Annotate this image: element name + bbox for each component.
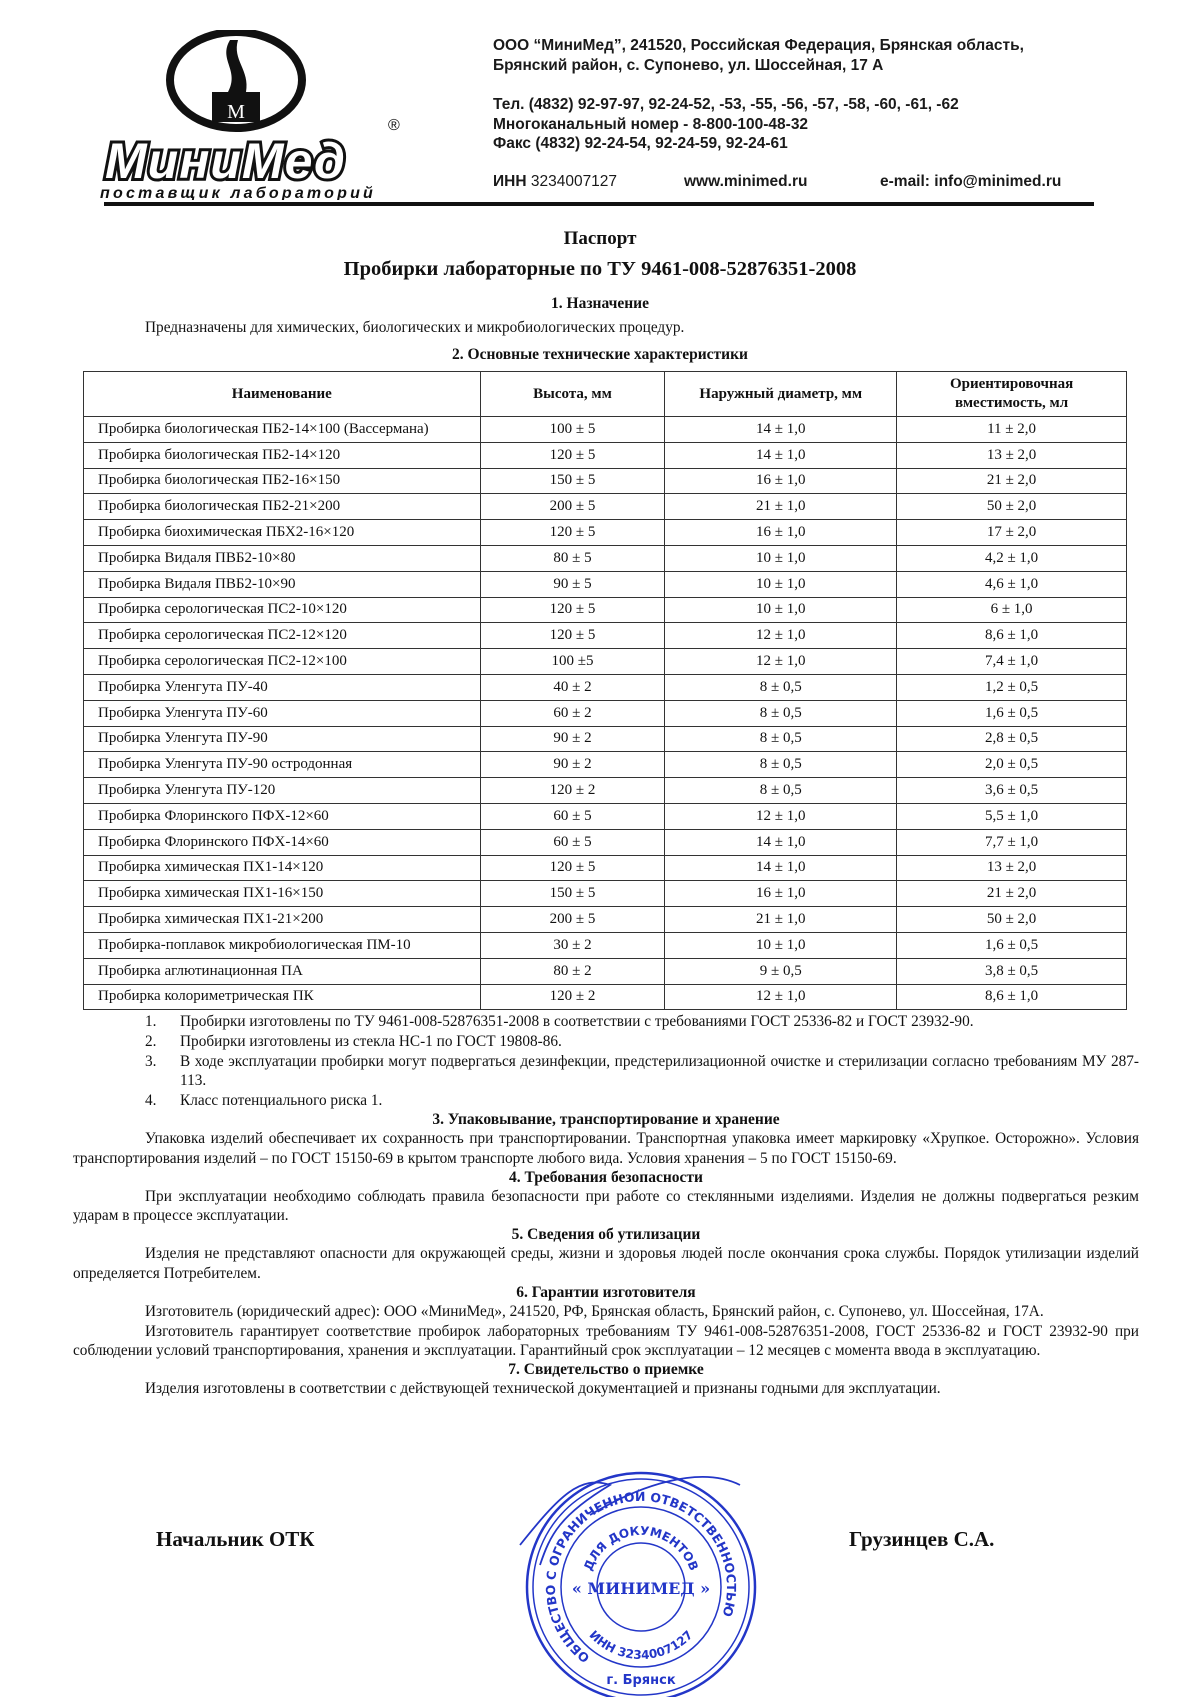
note-number: 1.	[145, 1013, 157, 1030]
cell-diameter: 10 ± 1,0	[665, 597, 897, 623]
cell-height: 80 ± 2	[480, 958, 665, 984]
inn	[493, 172, 617, 192]
cell-capacity: 13 ± 2,0	[897, 442, 1127, 468]
table-row	[84, 520, 1127, 546]
cell-height: 120 ± 5	[480, 597, 665, 623]
cell-height: 90 ± 2	[480, 752, 665, 778]
cell-capacity: 50 ± 2,0	[897, 907, 1127, 933]
specifications-table	[83, 371, 1127, 1010]
table-row	[84, 855, 1127, 881]
note-text: Пробирки изготовлены по ТУ 9461-008-52876351-2008 в соответствии с требованиями ГОСТ 25336-82 и ГОСТ 23932-90.	[180, 1013, 974, 1030]
cell-capacity: 3,6 ± 0,5	[897, 778, 1127, 804]
cell-capacity: 21 ± 2,0	[897, 468, 1127, 494]
cell-diameter: 12 ± 1,0	[665, 623, 897, 649]
cell-capacity: 2,8 ± 0,5	[897, 726, 1127, 752]
cell-height: 120 ± 5	[480, 442, 665, 468]
cell-diameter: 10 ± 1,0	[665, 545, 897, 571]
cell-name: Пробирка химическая ПХ1-14×120	[84, 855, 481, 881]
section-3-text: Упаковка изделий обеспечивает их сохранность при транспортировании. Транспортная упаковка имеет маркировку «Хрупкое. Осторожно». Условия транспортирования изделий – по ГОСТ 15150-69 в крытом транспорте любого вида. Условия хранения – 5 по ГОСТ 15150-69.	[73, 1129, 1139, 1167]
svg-text:®: ®	[388, 117, 400, 134]
table-row	[84, 778, 1127, 804]
cell-capacity: 3,8 ± 0,5	[897, 958, 1127, 984]
cell-height: 100 ± 5	[480, 417, 665, 443]
table-row	[84, 417, 1127, 443]
cell-name: Пробирка-поплавок микробиологическая ПМ-10	[84, 932, 481, 958]
section-4-heading: 4. Требования безопасности	[509, 1168, 703, 1186]
inn-label: ИНН	[493, 173, 527, 190]
cell-diameter: 16 ± 1,0	[665, 468, 897, 494]
cell-diameter: 8 ± 0,5	[665, 778, 897, 804]
svg-text:ДЛЯ ДОКУМЕНТОВ	[581, 1524, 701, 1573]
cell-height: 90 ± 2	[480, 726, 665, 752]
notes-list	[73, 1012, 1139, 1111]
section-1-heading: 1. Назначение	[551, 295, 649, 312]
cell-capacity: 11 ± 2,0	[897, 417, 1127, 443]
cell-diameter: 10 ± 1,0	[665, 571, 897, 597]
cell-capacity: 17 ± 2,0	[897, 520, 1127, 546]
signature-role: Начальник ОТК	[156, 1527, 315, 1551]
table-row	[84, 752, 1127, 778]
multichannel-phone: Многоканальный номер - 8-800-100-48-32	[493, 115, 809, 133]
cell-name: Пробирка Видаля ПВБ2-10×90	[84, 571, 481, 597]
cell-name: Пробирка колориметрическая ПК	[84, 984, 481, 1010]
cell-name: Пробирка биохимическая ПБХ2-16×120	[84, 520, 481, 546]
cell-name: Пробирка Флоринского ПФХ-12×60	[84, 803, 481, 829]
stamp-center-text: « МИНИМЕД »	[571, 1579, 711, 1598]
table-row	[84, 674, 1127, 700]
company-stamp	[500, 1455, 780, 1697]
cell-name: Пробирка Уленгута ПУ-90 остродонная	[84, 752, 481, 778]
stamp-inner-text: ДЛЯ ДОКУМЕНТОВ	[580, 1523, 702, 1573]
cell-capacity: 8,6 ± 1,0	[897, 623, 1127, 649]
cell-height: 200 ± 5	[480, 494, 665, 520]
note-text: Пробирки изготовлены из стекла НС-1 по ГОСТ 19808-86.	[180, 1032, 562, 1050]
document-subtitle: Пробирки лабораторные по ТУ 9461-008-52876351-2008	[343, 258, 857, 280]
cell-capacity: 21 ± 2,0	[897, 881, 1127, 907]
cell-name: Пробирка аглютинационная ПА	[84, 958, 481, 984]
note-number: 3.	[145, 1052, 157, 1070]
cell-diameter: 8 ± 0,5	[665, 752, 897, 778]
company-address	[493, 36, 1024, 75]
stamp-outer-text: ОБЩЕСТВО С ОГРАНИЧЕННОЙ ОТВЕТСТВЕННОСТЬЮ	[542, 1488, 740, 1666]
cell-diameter: 8 ± 0,5	[665, 726, 897, 752]
table-row	[84, 932, 1127, 958]
cell-name: Пробирка биологическая ПБ2-16×150	[84, 468, 481, 494]
cell-name: Пробирка биологическая ПБ2-14×100 (Вассермана)	[84, 417, 481, 443]
cell-name: Пробирка Уленгута ПУ-90	[84, 726, 481, 752]
cell-name: Пробирка Видаля ПВБ2-10×80	[84, 545, 481, 571]
cell-capacity: 7,4 ± 1,0	[897, 649, 1127, 675]
cell-capacity: 7,7 ± 1,0	[897, 829, 1127, 855]
col-height: Высота, мм	[480, 372, 665, 417]
cell-height: 120 ± 2	[480, 778, 665, 804]
table-row	[84, 545, 1127, 571]
header-divider	[104, 202, 1094, 206]
table-row	[84, 468, 1127, 494]
cell-capacity: 1,2 ± 0,5	[897, 674, 1127, 700]
note-item	[73, 1052, 1139, 1092]
section-6-text-2: Изготовитель гарантирует соответствие пробирок лабораторных требованиям ТУ 9461-008-52876351-2008, ГОСТ 25336-82 и ГОСТ 23932-90 при соблюдении условий транспортирования, хранения и эксплуатации. Гарантийный срок эксплуатации – 12 месяцев с момента ввода в эксплуатацию.	[73, 1322, 1139, 1360]
cell-capacity: 4,6 ± 1,0	[897, 571, 1127, 597]
note-item	[73, 1032, 1139, 1052]
svg-text:M: M	[227, 101, 245, 123]
cell-height: 100 ±5	[480, 649, 665, 675]
section-5-text: Изделия не представляют опасности для окружающей среды, жизни и здоровья людей после окончания срока службы. Порядок утилизации изделий определяется Потребителем.	[73, 1245, 1139, 1282]
table-row	[84, 597, 1127, 623]
note-item	[73, 1012, 1139, 1032]
section-2-heading: 2. Основные технические характеристики	[452, 346, 748, 363]
cell-diameter: 12 ± 1,0	[665, 803, 897, 829]
cell-capacity: 1,6 ± 0,5	[897, 700, 1127, 726]
table-row	[84, 803, 1127, 829]
table-row	[84, 958, 1127, 984]
svg-text:МиниМед: МиниМед	[105, 133, 346, 189]
address-line-1: ООО “МиниМед”, 241520, Российская Федерация, Брянская область,	[493, 37, 1024, 54]
cell-diameter: 14 ± 1,0	[665, 829, 897, 855]
table-row	[84, 700, 1127, 726]
col-capacity: Ориентировочная вместимость, мл	[897, 372, 1127, 417]
note-number: 2.	[145, 1032, 157, 1050]
address-line-2: Брянский район, с. Супонево, ул. Шоссейная, 17 А	[493, 56, 884, 74]
cell-height: 120 ± 5	[480, 520, 665, 546]
cell-diameter: 21 ± 1,0	[665, 907, 897, 933]
signature-name: Грузинцев С.А.	[849, 1527, 995, 1551]
cell-height: 30 ± 2	[480, 932, 665, 958]
cell-diameter: 16 ± 1,0	[665, 881, 897, 907]
cell-name: Пробирка Уленгута ПУ-40	[84, 674, 481, 700]
cell-diameter: 12 ± 1,0	[665, 649, 897, 675]
cell-capacity: 13 ± 2,0	[897, 855, 1127, 881]
svg-text:ОБЩЕСТВО С ОГРАНИЧЕННОЙ ОТВЕТС	[543, 1489, 739, 1666]
cell-diameter: 14 ± 1,0	[665, 417, 897, 443]
cell-name: Пробирка серологическая ПС2-12×120	[84, 623, 481, 649]
cell-diameter: 8 ± 0,5	[665, 700, 897, 726]
cell-diameter: 21 ± 1,0	[665, 494, 897, 520]
cell-name: Пробирка Флоринского ПФХ-14×60	[84, 829, 481, 855]
cell-height: 60 ± 5	[480, 803, 665, 829]
cell-name: Пробирка серологическая ПС2-10×120	[84, 597, 481, 623]
table-row	[84, 829, 1127, 855]
cell-name: Пробирка Уленгута ПУ-60	[84, 700, 481, 726]
note-number: 4.	[145, 1092, 157, 1110]
table-row	[84, 623, 1127, 649]
note-text: Класс потенциального риска 1.	[180, 1092, 383, 1110]
cell-diameter: 16 ± 1,0	[665, 520, 897, 546]
note-text: В ходе эксплуатации пробирки могут подвергаться дезинфекции, предстерилизационной очистке и стерилизации согласно требованиям МУ 287-113.	[180, 1052, 1139, 1090]
cell-capacity: 8,6 ± 1,0	[897, 984, 1127, 1010]
cell-name: Пробирка химическая ПХ1-21×200	[84, 907, 481, 933]
table-row	[84, 881, 1127, 907]
table-row	[84, 494, 1127, 520]
fax: Факс (4832) 92-24-54, 92-24-59, 92-24-61	[493, 135, 788, 152]
company-contacts	[493, 95, 959, 154]
stamp-inn-text: ИНН 3234007127	[586, 1627, 696, 1663]
inn-value: 3234007127	[530, 173, 618, 190]
cell-diameter: 14 ± 1,0	[665, 855, 897, 881]
col-name: Наименование	[84, 372, 481, 417]
document-title: Паспорт	[563, 228, 637, 249]
table-row	[84, 726, 1127, 752]
cell-name: Пробирка биологическая ПБ2-21×200	[84, 494, 481, 520]
email-link[interactable]: e-mail: info@minimed.ru	[880, 173, 1062, 190]
table-header-row	[84, 372, 1127, 417]
cell-capacity: 5,5 ± 1,0	[897, 803, 1127, 829]
table-row	[84, 442, 1127, 468]
phone: Тел. (4832) 92-97-97, 92-24-52, -53, -55, -56, -57, -58, -60, -61, -62	[493, 96, 959, 113]
cell-height: 120 ± 5	[480, 623, 665, 649]
section-7-heading: 7. Свидетельство о приемке	[508, 1361, 704, 1379]
section-7-text: Изделия изготовлены в соответствии с действующей технической документацией и признаны годными для эксплуатации.	[145, 1380, 941, 1398]
stamp-city-text: г. Брянск	[606, 1673, 676, 1688]
cell-height: 90 ± 5	[480, 571, 665, 597]
cell-height: 150 ± 5	[480, 881, 665, 907]
cell-capacity: 2,0 ± 0,5	[897, 752, 1127, 778]
col-diameter: Наружный диаметр, мм	[665, 372, 897, 417]
section-1-text: Предназначены для химических, биологических и микробиологических процедур.	[145, 319, 685, 336]
cell-height: 150 ± 5	[480, 468, 665, 494]
section-4-text: При эксплуатации необходимо соблюдать правила безопасности при работе со стеклянными изделиями. Изделия не должны подвергаться резким ударам в процессе эксплуатации.	[73, 1187, 1139, 1225]
cell-diameter: 14 ± 1,0	[665, 442, 897, 468]
cell-name: Пробирка Уленгута ПУ-120	[84, 778, 481, 804]
cell-height: 120 ± 2	[480, 984, 665, 1010]
note-item	[73, 1091, 1139, 1111]
section-3-heading: 3. Упаковывание, транспортирование и хранение	[432, 1110, 780, 1128]
cell-name: Пробирка серологическая ПС2-12×100	[84, 649, 481, 675]
section-5-heading: 5. Сведения об утилизации	[511, 1226, 701, 1244]
section-6-heading: 6. Гарантии изготовителя	[516, 1283, 696, 1301]
minimed-logo	[100, 30, 430, 200]
cell-diameter: 12 ± 1,0	[665, 984, 897, 1010]
cell-capacity: 4,2 ± 1,0	[897, 545, 1127, 571]
cell-diameter: 8 ± 0,5	[665, 674, 897, 700]
website-link[interactable]: www.minimed.ru	[684, 173, 808, 190]
cell-height: 120 ± 5	[480, 855, 665, 881]
cell-name: Пробирка химическая ПХ1-16×150	[84, 881, 481, 907]
cell-diameter: 9 ± 0,5	[665, 958, 897, 984]
cell-diameter: 10 ± 1,0	[665, 932, 897, 958]
document-body	[73, 1012, 1139, 1399]
cell-height: 80 ± 5	[480, 545, 665, 571]
svg-text:поставщик лабораторий: поставщик лабораторий	[100, 185, 377, 200]
table-row	[84, 571, 1127, 597]
table-row	[84, 649, 1127, 675]
cell-height: 200 ± 5	[480, 907, 665, 933]
section-6-text-1: Изготовитель (юридический адрес): ООО «МиниМед», 241520, РФ, Брянская область, Брянский район, с. Супонево, ул. Шоссейная, 17А.	[145, 1302, 1044, 1320]
cell-height: 60 ± 5	[480, 829, 665, 855]
table-row	[84, 907, 1127, 933]
cell-capacity: 1,6 ± 0,5	[897, 932, 1127, 958]
cell-capacity: 50 ± 2,0	[897, 494, 1127, 520]
cell-height: 60 ± 2	[480, 700, 665, 726]
cell-height: 40 ± 2	[480, 674, 665, 700]
cell-name: Пробирка биологическая ПБ2-14×120	[84, 442, 481, 468]
cell-capacity: 6 ± 1,0	[897, 597, 1127, 623]
table-row	[84, 984, 1127, 1010]
